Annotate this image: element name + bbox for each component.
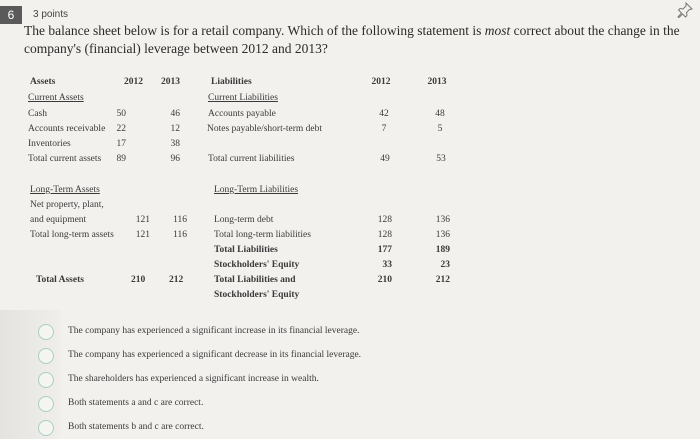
asset-row-label: Accounts receivable — [28, 124, 106, 134]
lt-liability-row-2013: 23 — [440, 260, 450, 270]
pin-icon[interactable] — [677, 2, 693, 18]
asset-row-label: Total current assets — [28, 154, 102, 164]
lt-liability-row-2012: 33 — [382, 260, 392, 270]
lt-liability-row-label: Long-term debt — [214, 215, 274, 225]
asset-row-label: Cash — [28, 109, 47, 119]
lt-liability-row-2012: 210 — [377, 275, 392, 285]
asset-row-2013: 46 — [170, 109, 180, 119]
liability-row-2013: 5 — [437, 124, 443, 134]
asset-row-label: Inventories — [28, 139, 71, 149]
total-current-liabilities-2012: 49 — [380, 154, 390, 164]
longterm-assets-heading: Long-Term Assets — [30, 185, 100, 195]
asset-row-2013: 12 — [170, 124, 180, 134]
lt-liability-row-label: Total Liabilities — [214, 245, 278, 255]
total-assets-2012: 210 — [131, 275, 146, 285]
lt-liability-row-2013: 136 — [435, 230, 450, 240]
lt-liability-row-label: Stockholders' Equity — [214, 260, 300, 270]
question-text-part1: The balance sheet below is for a retail company. Which of the following statement is — [24, 23, 485, 38]
option-label-b[interactable]: The company has experienced a significant decrease in its financial leverage. — [68, 350, 362, 360]
total-assets-label: Total Assets — [36, 275, 84, 285]
total-liab-equity-label-line2: Stockholders' Equity — [214, 290, 300, 300]
liabilities-year-2013: 2013 — [427, 77, 447, 87]
option-radio-a[interactable] — [38, 324, 54, 340]
assets-header: Assets — [30, 77, 56, 87]
question-text-emphasis: most — [484, 23, 511, 38]
lt-liability-row-2013: 212 — [435, 275, 450, 285]
total-current-liabilities-label: Total current liabilities — [208, 154, 295, 164]
total-assets-2013: 212 — [169, 275, 184, 285]
current-assets-heading: Current Assets — [28, 93, 84, 103]
option-radio-e[interactable] — [38, 420, 54, 436]
current-liabilities-heading: Current Liabilities — [208, 93, 278, 103]
assets-year-2013: 2013 — [161, 77, 180, 87]
option-label-e[interactable]: Both statements b and c are correct. — [68, 422, 204, 432]
ppe-label-line2: and equipment — [30, 215, 87, 225]
lt-liability-row-2012: 177 — [377, 245, 392, 255]
ppe-2013: 116 — [173, 215, 187, 225]
total-current-liabilities-2013: 53 — [436, 154, 446, 164]
option-radio-d[interactable] — [38, 396, 54, 412]
ppe-2012: 121 — [135, 215, 150, 225]
ppe-label-line1: Net property, plant, — [30, 200, 104, 210]
liability-row-2012: 7 — [381, 124, 387, 134]
question-points: 3 points — [33, 9, 69, 20]
lt-liability-row-2013: 136 — [435, 215, 450, 225]
total-lt-assets-label: Total long-term assets — [30, 230, 114, 240]
asset-row-2012: 17 — [116, 139, 126, 149]
liability-row-2012: 42 — [379, 109, 389, 119]
liabilities-header: Liabilities — [211, 77, 252, 87]
option-radio-b[interactable] — [38, 348, 54, 364]
lt-liability-row-2012: 128 — [377, 230, 392, 240]
lt-liability-row-2012: 128 — [377, 215, 392, 225]
liabilities-year-2012: 2012 — [371, 77, 391, 87]
asset-row-2013: 38 — [170, 139, 180, 149]
asset-row-2013: 96 — [170, 154, 180, 164]
liability-row-label: Notes payable/short-term debt — [207, 124, 323, 134]
question-text — [24, 22, 684, 58]
total-lt-assets-2012: 121 — [135, 230, 150, 240]
lt-liability-row-label: Total Liabilities and — [214, 275, 296, 285]
option-label-d[interactable]: Both statements a and c are correct. — [68, 398, 204, 408]
option-label-c[interactable]: The shareholders has experienced a significant increase in wealth. — [68, 374, 319, 384]
question-text-part2: correct about the change in the company's (financial) leverage between 2012 and 2013? — [24, 23, 680, 56]
asset-row-2012: 89 — [116, 154, 126, 164]
lt-liability-row-label: Total long-term liabilities — [214, 230, 311, 240]
option-label-a[interactable]: The company has experienced a significant increase in its financial leverage. — [68, 326, 360, 336]
asset-row-2012: 50 — [116, 109, 126, 119]
total-lt-assets-2013: 116 — [173, 230, 187, 240]
liability-row-2013: 48 — [435, 109, 445, 119]
assets-year-2012: 2012 — [124, 77, 143, 87]
liability-row-label: Accounts payable — [208, 109, 276, 119]
asset-row-2012: 22 — [116, 124, 126, 134]
question-number: 6 — [0, 6, 22, 24]
longterm-liabilities-heading: Long-Term Liabilities — [214, 185, 299, 195]
lt-liability-row-2013: 189 — [435, 245, 450, 255]
option-radio-c[interactable] — [38, 372, 54, 388]
